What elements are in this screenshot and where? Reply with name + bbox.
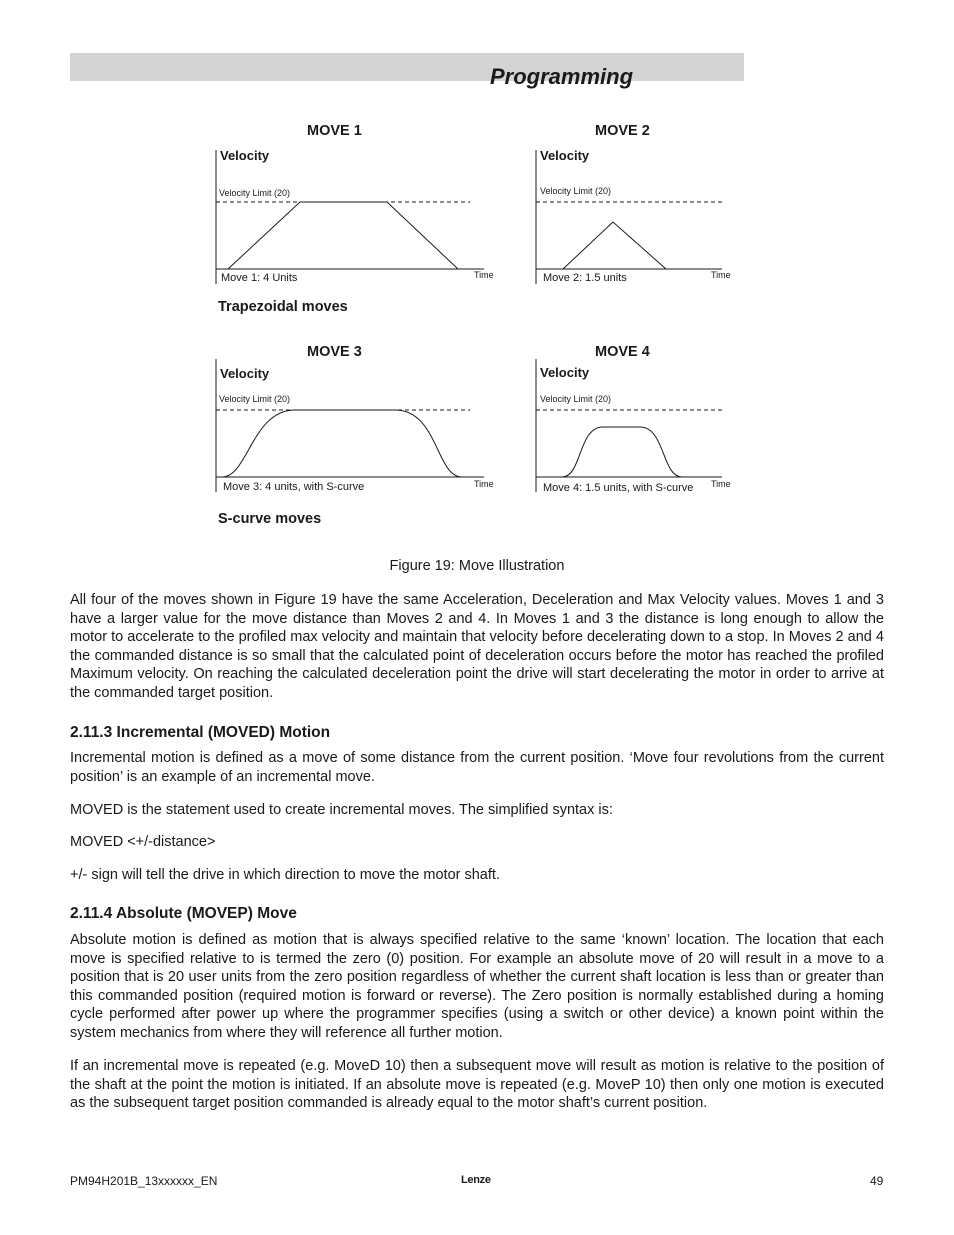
section-heading-absolute: 2.11.4 Absolute (MOVEP) Move [70,905,297,922]
move-4-x-label: Time [711,479,731,489]
move-4-move-label: Move 4: 1.5 units, with S-curve [543,482,694,494]
move-1-move-label: Move 1: 4 Units [221,272,298,284]
move-2-title: MOVE 2 [595,123,650,139]
move-4-profile [562,427,682,477]
move-3-title: MOVE 3 [307,344,362,360]
move-3-chart [216,344,494,493]
s-curve-group-label: S-curve moves [218,511,322,527]
move-2-limit-label: Velocity Limit (20) [540,186,612,196]
moved-syntax: MOVED <+/-distance> [70,834,216,850]
move-3-profile [222,410,462,477]
moved-syntax-intro: MOVED is the statement used to create incremental moves. The simplified syntax is: [70,802,613,818]
move-2-profile [563,222,666,269]
footer-brand-logo: Lenze [461,1174,491,1186]
absolute-paragraph: Absolute motion is defined as motion that is always specified relative to the same ‘known’ location. The location that each move is specified relative to is termed the zero (0) position. For example an absolute move of 20 will result in a move to a position that is 20 user units from the zero position regardless of whether the current shaft location is less than or greater than this commanded position (required motion is forward or reverse). The Zero position is normally established during a homing cycle performed after power up where the programmer specifies (using a switch or other device) a known point within the system mechanics from where they will reference all further motion. [70,932,884,1041]
page-title: Programming [490,64,634,89]
move-3-x-label: Time [474,479,494,489]
move-2-move-label: Move 2: 1.5 units [543,272,627,284]
move-3-limit-label: Velocity Limit (20) [219,394,291,404]
repeat-paragraph: If an incremental move is repeated (e.g. MoveD 10) then a subsequent move will result as motion is relative to the position of the shaft at the point the motion is initiated. If an absolute move is repeated (e.g. MoveP 10) then only one motion is executed as the subsequent target position commanded is already equal to the motor shaft’s current position. [70,1058,884,1112]
move-1-chart [216,123,494,284]
move-1-y-label: Velocity [220,148,270,163]
incremental-paragraph: Incremental motion is defined as a move of some distance from the current position. ‘Move four revolutions from the current position’ is an example of an incremental move. [70,750,884,785]
move-3-y-label: Velocity [220,366,270,381]
section-heading-incremental: 2.11.3 Incremental (MOVED) Motion [70,724,331,741]
trapezoidal-group-label: Trapezoidal moves [218,299,348,315]
footer-doc-id: PM94H201B_13xxxxxx_EN [70,1174,218,1188]
move-3-move-label: Move 3: 4 units, with S-curve [223,481,365,493]
move-4-limit-label: Velocity Limit (20) [540,394,612,404]
intro-paragraph: All four of the moves shown in Figure 19 have the same Acceleration, Deceleration and Max Velocity values. Moves 1 and 3 have a larger value for the move distance than Moves 2 and 4. In Moves 1 and 3 the distance is long enough to allow the motor to accelerate to the profiled max velocity and maintain that velocity before decelerating down to a stop. In Moves 2 and 4 the commanded distance is so small that the calculated point of deceleration occurs before the motor has reached the profiled Maximum velocity. On reaching the calculated deceleration point the drive will start decelerating the motor in order to arrive at the commanded target position. [70,592,884,701]
move-2-x-label: Time [711,270,731,280]
footer-page-number: 49 [870,1174,884,1188]
move-2-chart [536,123,731,284]
sign-note: +/- sign will tell the drive in which direction to move the motor shaft. [70,867,500,883]
move-4-chart [536,344,731,494]
move-1-title: MOVE 1 [307,123,362,139]
move-2-y-label: Velocity [540,148,590,163]
move-1-profile [228,202,458,269]
move-4-title: MOVE 4 [595,344,650,360]
move-illustration-figure [0,0,954,560]
move-4-y-label: Velocity [540,365,590,380]
move-1-x-label: Time [474,270,494,280]
figure-caption: Figure 19: Move Illustration [389,558,565,574]
move-1-limit-label: Velocity Limit (20) [219,188,291,198]
